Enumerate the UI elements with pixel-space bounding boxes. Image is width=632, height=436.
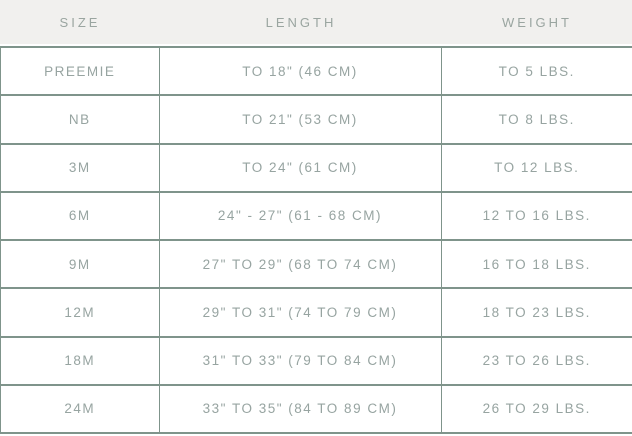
column-header-weight: WEIGHT [502,14,572,30]
weight-cell: 12 TO 16 LBS. [482,208,591,224]
size-cell: 24M [1,386,160,432]
column-header-length: LENGTH [265,14,337,30]
table-row [1,96,632,144]
size-cell: 12M [1,289,160,335]
weight-cell: TO 8 LBS. [498,111,575,127]
length-cell: TO 21" (53 CM) [160,96,442,142]
table-row [1,241,632,289]
length-cell: 31" TO 33" (79 TO 84 CM) [160,338,442,384]
size-cell: PREEMIE [1,48,160,94]
weight-cell: TO 12 LBS. [494,160,580,176]
weight-cell: 18 TO 23 LBS. [482,304,591,320]
length-cell: 27" TO 29" (68 TO 74 CM) [160,241,442,287]
size-cell: 18M [1,338,160,384]
length-cell: 24" - 27" (61 - 68 CM) [160,193,442,239]
length-cell: TO 24" (61 CM) [160,145,442,191]
table-header-row [0,0,632,44]
weight-cell: 16 TO 18 LBS. [482,256,591,272]
table-row [1,338,632,386]
size-cell: 9M [1,241,160,287]
column-header-size: SIZE [59,14,101,30]
table-row [1,289,632,337]
table-row [1,386,632,434]
size-cell: 6M [1,193,160,239]
length-cell: TO 18" (46 CM) [160,48,442,94]
weight-cell: TO 5 LBS. [498,63,575,79]
table-body [0,46,632,434]
table-row [1,48,632,96]
table-row [1,193,632,241]
weight-cell: 26 TO 29 LBS. [482,401,591,417]
table-row [1,145,632,193]
size-cell: 3M [1,145,160,191]
length-cell: 33" TO 35" (84 TO 89 CM) [160,386,442,432]
length-cell: 29" TO 31" (74 TO 79 CM) [160,289,442,335]
weight-cell: 23 TO 26 LBS. [482,353,591,369]
size-cell: NB [1,96,160,142]
